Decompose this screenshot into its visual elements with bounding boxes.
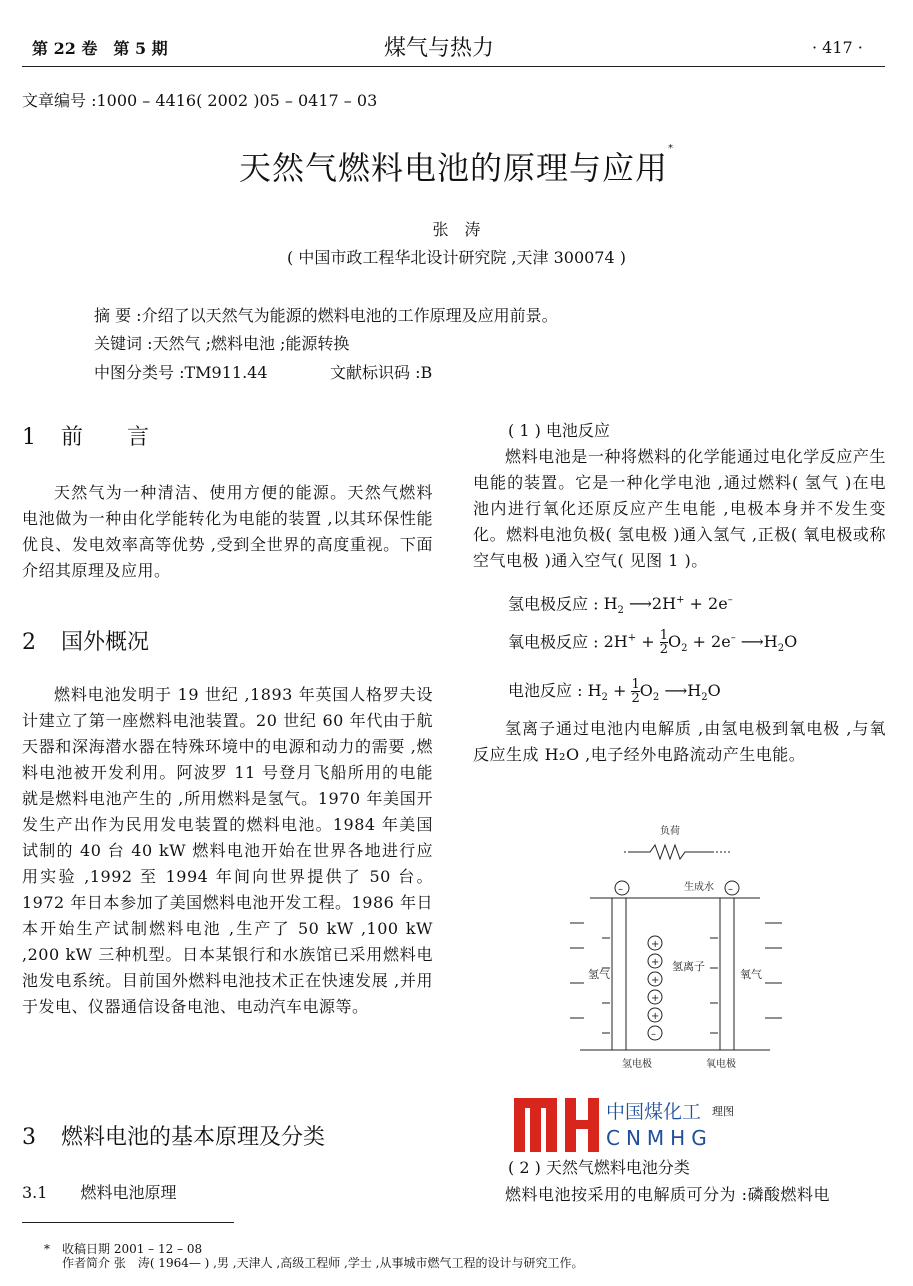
equation-label: 氢电极反应 :: [508, 594, 599, 614]
battery-reaction-paragraph: 燃料电池是一种将燃料的化学能通过电化学反应产生电能的装置。它是一种化学电池 ,通过燃料( 氢气 )在电池内进行氧化还原反应产生电能 ,电极本身并不发生变化。燃料电池负极( 氢电极 )通入氢气 ,正极( 氧电极或称空气电极 )通入空气( 见图 1 )。: [473, 447, 886, 570]
ion-circles: [648, 936, 662, 1040]
water-label: 生成水: [684, 882, 714, 893]
page-number: · 417 ·: [812, 38, 863, 57]
affiliation: ( 中国市政工程华北设计研究院 ,天津 300074 ): [287, 248, 626, 267]
ion-plus: +: [651, 957, 660, 968]
load-resistor: [630, 845, 712, 859]
keywords: 关键词 :天然气 ;燃料电池 ;能源转换: [94, 334, 350, 353]
equation-body: $H_2$ ⟶2H+ + 2e–: [603, 594, 733, 617]
article-number: 文章编号 :1000 – 4416( 2002 )05 – 0417 – 03: [22, 91, 378, 110]
title-footnote-mark: *: [668, 143, 674, 154]
title-text: 天然气燃料电池的原理与应用: [238, 149, 668, 187]
terminal-sign: –: [728, 884, 733, 895]
oxygen-electrode-label: 氧电极: [706, 1059, 736, 1070]
watermark-chinese: 中国煤化工: [606, 1101, 702, 1123]
oxygen-label: 氧气: [740, 968, 762, 981]
hydrogen-label: 氢气: [588, 968, 610, 981]
watermark-english: CNMHG: [606, 1126, 713, 1150]
journal-name: 煤气与热力: [384, 36, 495, 61]
footnote-rule: [22, 1222, 234, 1223]
paper-title: [0, 143, 913, 189]
load-label: 负荷: [660, 826, 680, 837]
section-number: 1: [22, 425, 36, 450]
section-title: 国外概况: [61, 630, 150, 655]
ion-plus: +: [651, 1011, 660, 1022]
equation-body: $H_2$ + $\frac{1}{2}$ $O_2$ $⟶H_2O$: [587, 677, 721, 706]
hydrogen-electrode-label: 氢电极: [622, 1059, 652, 1070]
ion-minus: –: [651, 1029, 656, 1040]
header-rule: [22, 66, 885, 67]
ion-plus: +: [651, 993, 660, 1004]
ion-plus: +: [651, 975, 660, 986]
section-3-heading: [22, 1120, 325, 1151]
document-code: 文献标识码 :B: [330, 363, 433, 382]
subheading-classification: ( 2 ) 天然气燃料电池分类: [508, 1158, 690, 1177]
equation-hydrogen-electrode: [508, 590, 733, 623]
watermark-logo-mark: [510, 1096, 602, 1154]
hydrogen-ion-paragraph: 氢离子通过电池内电解质 ,由氢电极到氧电极 ,与氧反应生成 H₂O ,电子经外电路流动产生电能。: [473, 719, 886, 764]
equation-label: 电池反应 :: [508, 681, 583, 700]
section-number: 2: [22, 630, 36, 655]
section-2-paragraph: 燃料电池发明于 19 世纪 ,1893 年英国人格罗夫设计建立了第一座燃料电池装置。20 世纪 60 年代由于航天器和深海潜水器在特殊环境中的电源和动力的需要 ,燃料电池被开发利用。阿波罗 11 号登月飞船所用的电能就是燃料电池产生的 ,所用燃料是氢气。1970 年美国开发生产出作为民用发电装置的燃料电池。1984 年美国试制的 40 台 40 kW 燃料电池开始在世界各地进行应用实验 ,1992 至 1994 年间向世界提供了 50 台。1972 年日本参加了美国燃料电池开发工程。1986 年日本开始生产试制燃料电池 ,生产了 50 kW ,100 kW ,200 kW 三种机型。日本某银行和水族馆已采用燃料电池发电系统。目前国外燃料电池技术正在快速发展 ,并用于发电、仪器通信设备电池、电动汽车电源等。: [22, 685, 433, 1016]
subsection-number: 3.1: [22, 1183, 48, 1202]
equation-oxygen-electrode: [508, 628, 797, 661]
section-title: 前 言: [61, 425, 150, 450]
equation-label: 氧电极反应 :: [508, 632, 599, 652]
classification-number: 中图分类号 :TM911.44: [94, 363, 268, 382]
section-2-heading: [22, 625, 149, 656]
section-1-heading: [22, 420, 149, 451]
hydrogen-ion-label: 氢离子: [672, 960, 705, 973]
equation-cell: [508, 678, 721, 709]
author: 张 涛: [432, 220, 481, 239]
figure-caption-tail: 理图: [712, 1105, 734, 1118]
ion-plus: +: [651, 939, 660, 950]
negative-sign: –: [618, 884, 623, 895]
footnote-author-bio: 作者简介 张 涛( 1964— ) ,男 ,天津人 ,高级工程师 ,学士 ,从事城市燃气工程的设计与研究工作。: [62, 1256, 584, 1270]
section-1-paragraph: 天然气为一种清洁、使用方便的能源。天然气燃料电池做为一种由化学能转化为电能的装置 ,以其环保性能优良、发电效率高等优势 ,受到全世界的高度重视。下面介绍其原理及应用。: [22, 483, 433, 580]
fuel-cell-diagram: [560, 818, 790, 1073]
section-number: 3: [22, 1125, 36, 1150]
section-title: 燃料电池的基本原理及分类: [61, 1125, 326, 1150]
subsection-3-1-heading: [22, 1182, 177, 1204]
subheading-battery-reaction: ( 1 ) 电池反应: [508, 421, 610, 440]
subsection-title: 燃料电池原理: [80, 1183, 177, 1202]
classification-paragraph: 燃料电池按采用的电解质可分为 :磷酸燃料电: [505, 1185, 830, 1204]
footnote-received: * 收稿日期 2001 – 12 – 08: [44, 1242, 203, 1256]
equation-body: 2H+ + $\frac{1}{2}$ $O_2 + 2e^-$ $⟶H_2O$: [603, 628, 798, 658]
abstract: 摘 要 :介绍了以天然气为能源的燃料电池的工作原理及应用前景。: [94, 306, 558, 325]
issue-info: 第 22 卷 第 5 期: [32, 39, 168, 58]
